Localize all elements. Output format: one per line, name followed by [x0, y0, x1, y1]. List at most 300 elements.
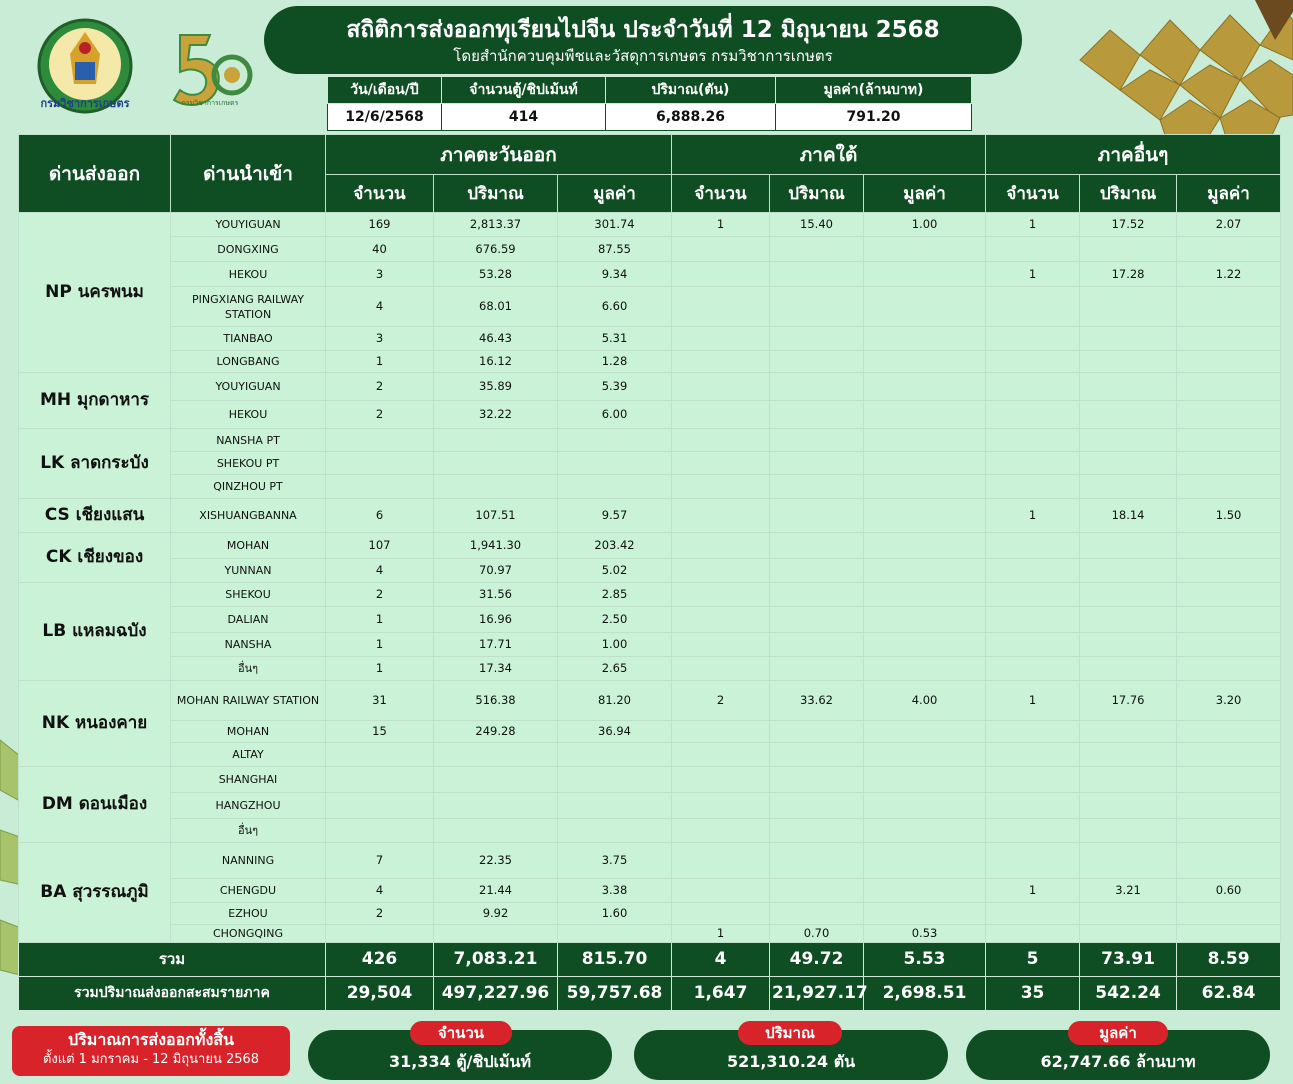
- value-cell: [986, 793, 1080, 819]
- value-cell: [1080, 583, 1177, 607]
- value-cell: 3.38: [558, 879, 672, 903]
- value-cell: 0.53: [864, 925, 986, 943]
- value-cell: 1.28: [558, 351, 672, 373]
- cumulative-row-value: 59,757.68: [558, 977, 672, 1011]
- value-cell: [672, 767, 770, 793]
- summary-quantity: 6,888.26: [606, 104, 776, 131]
- value-cell: [1177, 903, 1281, 925]
- page-subtitle: โดยสำนักควบคุมพืชและวัสดุการเกษตร กรมวิชาการเกษตร: [453, 47, 833, 65]
- value-cell: [986, 429, 1080, 452]
- summary-header-date: วัน/เดือน/ปี: [328, 77, 442, 104]
- value-cell: 5.31: [558, 327, 672, 351]
- value-cell: 15: [326, 721, 434, 743]
- import-port-cell: SHANGHAI: [171, 767, 326, 793]
- value-cell: [986, 721, 1080, 743]
- value-cell: [770, 401, 864, 429]
- total-row-value: 73.91: [1080, 943, 1177, 977]
- value-cell: [326, 743, 434, 767]
- value-cell: [672, 879, 770, 903]
- value-cell: [326, 793, 434, 819]
- value-cell: [864, 373, 986, 401]
- export-port-cell: NK หนองคาย: [19, 681, 171, 767]
- table-row: [19, 213, 1281, 237]
- value-cell: [770, 607, 864, 633]
- value-cell: 0.60: [1177, 879, 1281, 903]
- value-cell: 87.55: [558, 237, 672, 262]
- value-cell: 2.50: [558, 607, 672, 633]
- value-cell: [770, 793, 864, 819]
- value-cell: 1.00: [558, 633, 672, 657]
- header-south-quantity: ปริมาณ: [770, 175, 864, 213]
- summary-header-row: [328, 77, 972, 104]
- value-cell: [1080, 533, 1177, 559]
- value-cell: 1,941.30: [434, 533, 558, 559]
- value-cell: 70.97: [434, 559, 558, 583]
- import-port-cell: อื่นๆ: [171, 819, 326, 843]
- value-cell: 4: [326, 559, 434, 583]
- import-port-cell: CHONGQING: [171, 925, 326, 943]
- export-port-cell: CK เชียงของ: [19, 533, 171, 583]
- value-cell: 169: [326, 213, 434, 237]
- durian-decoration-right-icon: [1040, 0, 1293, 150]
- value-cell: 31.56: [434, 583, 558, 607]
- value-cell: [986, 401, 1080, 429]
- table-row: [19, 721, 1281, 743]
- import-port-cell: ALTAY: [171, 743, 326, 767]
- value-cell: [1080, 633, 1177, 657]
- value-cell: [986, 903, 1080, 925]
- value-cell: [1177, 843, 1281, 879]
- summary-value-row: [328, 104, 972, 131]
- value-cell: 2.07: [1177, 213, 1281, 237]
- value-cell: [864, 475, 986, 499]
- value-cell: [864, 327, 986, 351]
- table-row: [19, 879, 1281, 903]
- header-east-count: จำนวน: [326, 175, 434, 213]
- table-row: [19, 452, 1281, 475]
- value-cell: [1080, 819, 1177, 843]
- import-port-cell: XISHUANGBANNA: [171, 499, 326, 533]
- value-cell: [770, 499, 864, 533]
- table-row: [19, 819, 1281, 843]
- value-cell: [986, 351, 1080, 373]
- value-cell: [986, 925, 1080, 943]
- total-export-banner: [12, 1026, 290, 1076]
- value-cell: 33.62: [770, 681, 864, 721]
- table-row: [19, 533, 1281, 559]
- daily-summary-table: [327, 76, 972, 131]
- cumulative-row-value: 497,227.96: [434, 977, 558, 1011]
- import-port-cell: NANSHA PT: [171, 429, 326, 452]
- value-cell: 17.71: [434, 633, 558, 657]
- anniversary-caption: กรมวิชาการเกษตร: [181, 99, 239, 107]
- value-cell: [864, 793, 986, 819]
- import-port-cell: DONGXING: [171, 237, 326, 262]
- value-cell: [864, 903, 986, 925]
- value-cell: [326, 475, 434, 499]
- value-cell: [1080, 237, 1177, 262]
- department-crest-logo: [30, 14, 140, 124]
- value-cell: [672, 657, 770, 681]
- value-cell: [672, 721, 770, 743]
- table-row: [19, 743, 1281, 767]
- value-cell: [986, 607, 1080, 633]
- total-value-badge: มูลค่า: [1068, 1021, 1168, 1045]
- value-cell: 1: [672, 925, 770, 943]
- value-cell: [770, 903, 864, 925]
- value-cell: [1177, 793, 1281, 819]
- value-cell: 17.34: [434, 657, 558, 681]
- value-cell: 1: [672, 213, 770, 237]
- value-cell: [770, 633, 864, 657]
- value-cell: 53.28: [434, 262, 558, 287]
- value-cell: 1.60: [558, 903, 672, 925]
- value-cell: [770, 819, 864, 843]
- value-cell: [434, 429, 558, 452]
- value-cell: [1177, 429, 1281, 452]
- table-row: [19, 401, 1281, 429]
- value-cell: [770, 721, 864, 743]
- value-cell: [1177, 607, 1281, 633]
- value-cell: 1: [326, 657, 434, 681]
- value-cell: 36.94: [558, 721, 672, 743]
- value-cell: [558, 452, 672, 475]
- value-cell: [1080, 767, 1177, 793]
- value-cell: [770, 287, 864, 327]
- table-row: [19, 607, 1281, 633]
- value-cell: 1: [986, 681, 1080, 721]
- value-cell: 32.22: [434, 401, 558, 429]
- value-cell: 3.20: [1177, 681, 1281, 721]
- value-cell: 203.42: [558, 533, 672, 559]
- header-south-value: มูลค่า: [864, 175, 986, 213]
- value-cell: [1177, 327, 1281, 351]
- summary-header-value: มูลค่า(ล้านบาท): [776, 77, 972, 104]
- title-banner: [264, 6, 1022, 74]
- export-port-cell: LB แหลมฉบัง: [19, 583, 171, 681]
- value-cell: [986, 327, 1080, 351]
- import-port-cell: QINZHOU PT: [171, 475, 326, 499]
- value-cell: [864, 819, 986, 843]
- value-cell: [672, 401, 770, 429]
- cumulative-row-value: 21,927.17: [770, 977, 864, 1011]
- export-port-cell: BA สุวรรณภูมิ: [19, 843, 171, 943]
- value-cell: [770, 583, 864, 607]
- total-quantity-value: 521,310.24 ตัน: [726, 1052, 856, 1071]
- import-port-cell: YOUYIGUAN: [171, 213, 326, 237]
- import-port-cell: TIANBAO: [171, 327, 326, 351]
- value-cell: [770, 237, 864, 262]
- value-cell: [434, 925, 558, 943]
- import-port-cell: MOHAN: [171, 533, 326, 559]
- value-cell: [434, 767, 558, 793]
- table-row: [19, 681, 1281, 721]
- import-port-cell: HANGZHOU: [171, 793, 326, 819]
- value-cell: 107: [326, 533, 434, 559]
- value-cell: [672, 373, 770, 401]
- value-cell: [864, 633, 986, 657]
- value-cell: 5.39: [558, 373, 672, 401]
- value-cell: [864, 237, 986, 262]
- value-cell: [1080, 287, 1177, 327]
- header-export-port: ด่านส่งออก: [19, 135, 171, 213]
- value-cell: 6.00: [558, 401, 672, 429]
- value-cell: 2,813.37: [434, 213, 558, 237]
- total-row-value: 426: [326, 943, 434, 977]
- table-body: [19, 213, 1281, 1011]
- value-cell: [326, 452, 434, 475]
- value-cell: [770, 429, 864, 452]
- table-row: [19, 657, 1281, 681]
- cumulative-row-value: 542.24: [1080, 977, 1177, 1011]
- import-port-cell: PINGXIANG RAILWAY STATION: [171, 287, 326, 327]
- value-cell: [986, 743, 1080, 767]
- value-cell: [1177, 721, 1281, 743]
- value-cell: [986, 767, 1080, 793]
- summary-value: 791.20: [776, 104, 972, 131]
- value-cell: [1080, 327, 1177, 351]
- export-port-cell: MH มุกดาหาร: [19, 373, 171, 429]
- value-cell: [558, 793, 672, 819]
- value-cell: [770, 559, 864, 583]
- table-row: [19, 429, 1281, 452]
- header-other-quantity: ปริมาณ: [1080, 175, 1177, 213]
- total-count-value: 31,334 ตู้/ชิปเม้นท์: [388, 1052, 532, 1071]
- export-statistics-table: [18, 134, 1281, 1011]
- value-cell: 516.38: [434, 681, 558, 721]
- cumulative-row: [19, 977, 1281, 1011]
- value-cell: 68.01: [434, 287, 558, 327]
- value-cell: [326, 429, 434, 452]
- total-row-label: รวม: [19, 943, 326, 977]
- value-cell: [770, 262, 864, 287]
- value-cell: [672, 499, 770, 533]
- value-cell: [1080, 903, 1177, 925]
- summary-containers: 414: [442, 104, 606, 131]
- value-cell: [1177, 657, 1281, 681]
- header-south-count: จำนวน: [672, 175, 770, 213]
- value-cell: 676.59: [434, 237, 558, 262]
- value-cell: [770, 327, 864, 351]
- cumulative-row-value: 35: [986, 977, 1080, 1011]
- value-cell: [770, 351, 864, 373]
- value-cell: 1: [326, 351, 434, 373]
- value-cell: [1080, 429, 1177, 452]
- total-row-value: 49.72: [770, 943, 864, 977]
- value-cell: [864, 607, 986, 633]
- value-cell: [434, 452, 558, 475]
- value-cell: 1: [326, 633, 434, 657]
- table-row: [19, 583, 1281, 607]
- value-cell: 31: [326, 681, 434, 721]
- value-cell: [672, 287, 770, 327]
- value-cell: [1177, 559, 1281, 583]
- header-import-port: ด่านนำเข้า: [171, 135, 326, 213]
- total-row-value: 4: [672, 943, 770, 977]
- value-cell: 1: [986, 879, 1080, 903]
- summary-date: 12/6/2568: [328, 104, 442, 131]
- value-cell: [434, 793, 558, 819]
- value-cell: [770, 533, 864, 559]
- value-cell: [864, 429, 986, 452]
- value-cell: [1177, 237, 1281, 262]
- value-cell: [770, 843, 864, 879]
- value-cell: [1080, 793, 1177, 819]
- value-cell: 17.76: [1080, 681, 1177, 721]
- total-count-badge: จำนวน: [410, 1021, 512, 1045]
- value-cell: 4.00: [864, 681, 986, 721]
- value-cell: [986, 475, 1080, 499]
- value-cell: 2: [326, 903, 434, 925]
- export-port-cell: NP นครพนม: [19, 213, 171, 373]
- anniversary-logo: [160, 20, 260, 120]
- total-row-value: 7,083.21: [434, 943, 558, 977]
- import-port-cell: CHENGDU: [171, 879, 326, 903]
- total-export-period: ตั้งแต่ 1 มกราคม - 12 มิถุนายน 2568: [42, 1052, 260, 1067]
- value-cell: [326, 767, 434, 793]
- value-cell: 3: [326, 262, 434, 287]
- value-cell: [672, 819, 770, 843]
- value-cell: [672, 475, 770, 499]
- table-row: [19, 327, 1281, 351]
- value-cell: [672, 327, 770, 351]
- value-cell: [1177, 743, 1281, 767]
- value-cell: [672, 903, 770, 925]
- value-cell: 22.35: [434, 843, 558, 879]
- table-row: [19, 793, 1281, 819]
- table-row: [19, 767, 1281, 793]
- value-cell: [864, 721, 986, 743]
- table-row: [19, 373, 1281, 401]
- value-cell: [672, 533, 770, 559]
- import-port-cell: อื่นๆ: [171, 657, 326, 681]
- value-cell: 1: [986, 213, 1080, 237]
- value-cell: 3.75: [558, 843, 672, 879]
- value-cell: [986, 533, 1080, 559]
- value-cell: [864, 401, 986, 429]
- value-cell: [986, 633, 1080, 657]
- value-cell: 40: [326, 237, 434, 262]
- table-header-row-1: [19, 135, 1281, 175]
- table-row: [19, 925, 1281, 943]
- value-cell: [672, 262, 770, 287]
- value-cell: [864, 657, 986, 681]
- table-row: [19, 475, 1281, 499]
- value-cell: 17.52: [1080, 213, 1177, 237]
- value-cell: [986, 583, 1080, 607]
- value-cell: [1177, 633, 1281, 657]
- value-cell: 1.00: [864, 213, 986, 237]
- table-row: [19, 559, 1281, 583]
- summary-header-containers: จำนวนตู้/ชิปเม้นท์: [442, 77, 606, 104]
- value-cell: [1177, 287, 1281, 327]
- value-cell: [986, 559, 1080, 583]
- value-cell: [770, 657, 864, 681]
- value-cell: [1080, 475, 1177, 499]
- value-cell: 2: [326, 583, 434, 607]
- value-cell: 6: [326, 499, 434, 533]
- value-cell: 16.96: [434, 607, 558, 633]
- total-row: [19, 943, 1281, 977]
- value-cell: [434, 475, 558, 499]
- import-port-cell: YUNNAN: [171, 559, 326, 583]
- value-cell: [326, 819, 434, 843]
- import-port-cell: MOHAN: [171, 721, 326, 743]
- value-cell: [1177, 401, 1281, 429]
- value-cell: [1080, 721, 1177, 743]
- value-cell: [558, 925, 672, 943]
- value-cell: 1: [986, 262, 1080, 287]
- value-cell: 107.51: [434, 499, 558, 533]
- value-cell: 1.50: [1177, 499, 1281, 533]
- table-row: [19, 903, 1281, 925]
- value-cell: [672, 351, 770, 373]
- value-cell: [770, 767, 864, 793]
- value-cell: 9.34: [558, 262, 672, 287]
- value-cell: [672, 793, 770, 819]
- value-cell: 15.40: [770, 213, 864, 237]
- value-cell: [672, 843, 770, 879]
- value-cell: 1: [326, 607, 434, 633]
- value-cell: [1177, 452, 1281, 475]
- export-port-cell: DM ดอนเมือง: [19, 767, 171, 843]
- header-east-value: มูลค่า: [558, 175, 672, 213]
- import-port-cell: HEKOU: [171, 262, 326, 287]
- import-port-cell: NANSHA: [171, 633, 326, 657]
- value-cell: 9.92: [434, 903, 558, 925]
- value-cell: 6.60: [558, 287, 672, 327]
- table-row: [19, 633, 1281, 657]
- value-cell: 81.20: [558, 681, 672, 721]
- value-cell: 3: [326, 327, 434, 351]
- value-cell: [434, 819, 558, 843]
- value-cell: 2: [672, 681, 770, 721]
- value-cell: [770, 879, 864, 903]
- value-cell: [672, 583, 770, 607]
- value-cell: [326, 925, 434, 943]
- table-row: [19, 351, 1281, 373]
- total-quantity-badge: ปริมาณ: [738, 1021, 842, 1045]
- import-port-cell: DALIAN: [171, 607, 326, 633]
- value-cell: [1080, 559, 1177, 583]
- value-cell: [986, 373, 1080, 401]
- value-cell: 21.44: [434, 879, 558, 903]
- value-cell: [1080, 743, 1177, 767]
- total-row-value: 815.70: [558, 943, 672, 977]
- total-export-title: ปริมาณการส่งออกทั้งสิ้น: [68, 1030, 234, 1049]
- table-row: [19, 287, 1281, 327]
- value-cell: [672, 559, 770, 583]
- value-cell: [434, 743, 558, 767]
- value-cell: [864, 583, 986, 607]
- crest-caption: กรมวิชาการเกษตร: [40, 97, 130, 110]
- value-cell: [672, 452, 770, 475]
- value-cell: [864, 843, 986, 879]
- value-cell: [558, 743, 672, 767]
- value-cell: [770, 452, 864, 475]
- summary-header-quantity: ปริมาณ(ตัน): [606, 77, 776, 104]
- value-cell: [558, 767, 672, 793]
- header-region-south: ภาคใต้: [672, 135, 986, 175]
- value-cell: [770, 475, 864, 499]
- value-cell: 301.74: [558, 213, 672, 237]
- value-cell: [864, 351, 986, 373]
- value-cell: [1177, 475, 1281, 499]
- value-cell: [558, 475, 672, 499]
- value-cell: [1080, 657, 1177, 681]
- value-cell: 0.70: [770, 925, 864, 943]
- value-cell: [1177, 767, 1281, 793]
